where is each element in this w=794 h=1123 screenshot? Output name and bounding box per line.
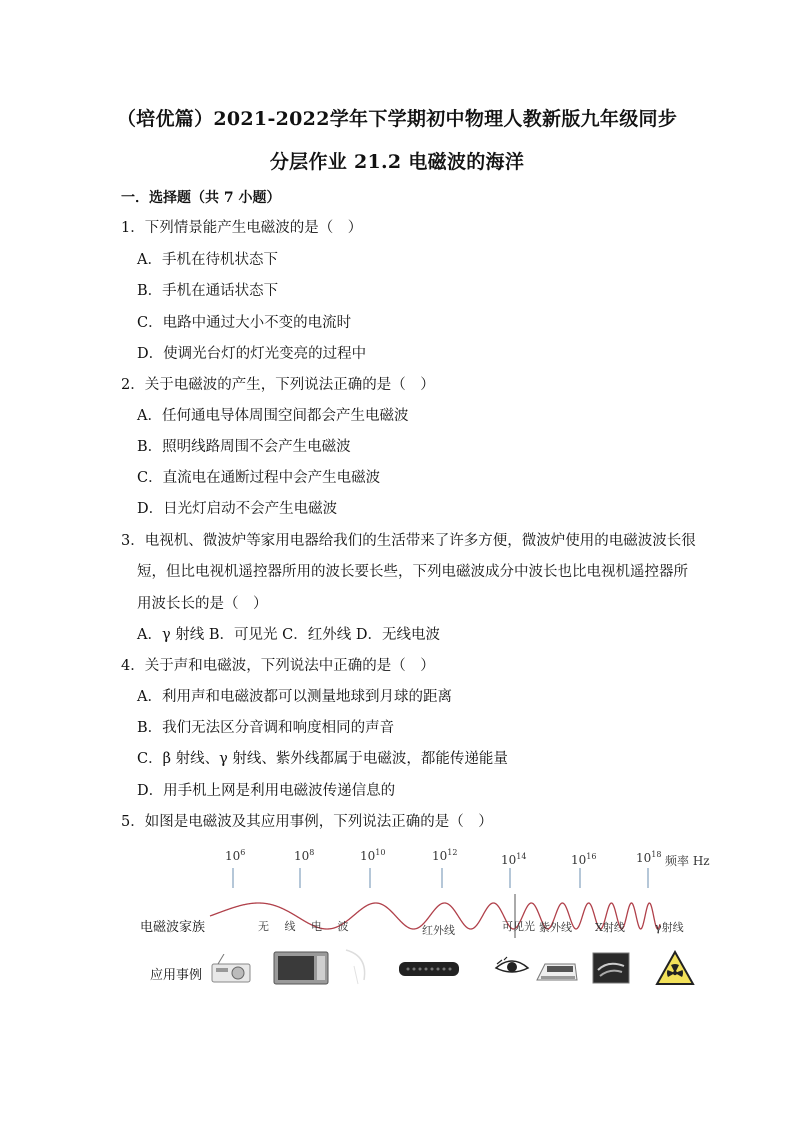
radio-icon [210,954,252,984]
band-gamma-ray: γ射线 [655,921,684,934]
eye-icon [494,956,530,978]
question-4-stem: 4．关于声和电磁波，下列说法中正确的是（ ） [121,658,435,674]
band-x-ray: X射线 [595,921,625,934]
xray-film-icon [592,952,630,984]
microwave-icon [273,951,329,985]
frequency-label-1e14: $10^{14}$ [501,852,527,867]
question-1-stem: 1．下列情景能产生电磁波的是（ ） [121,220,363,236]
question-4-option-c: C．β 射线、γ 射线、紫外线都属于电磁波，都能传递能量 [137,751,508,767]
remote-control-icon [398,960,460,978]
question-1-option-d: D．使调光台灯的灯光变亮的过程中 [137,346,367,362]
band-infrared: 红外线 [422,924,455,937]
question-4-option-b: B．我们无法区分音调和响度相同的声音 [137,720,395,736]
radar-dish-icon [340,946,374,986]
frequency-unit-label: 频率 Hz [665,854,710,868]
question-3-stem-line-1: 3．电视机、微波炉等家用电器给我们的生活带来了许多方便，微波炉使用的电磁波波长很 [121,533,696,549]
frequency-label-1e12: $10^{12}$ [432,848,458,863]
document-title-line-2: 分层作业 21.2 电磁波的海洋 [269,151,525,173]
section-heading: 一．选择题（共 7 小题） [121,190,281,206]
question-2-option-b: B．照明线路周围不会产生电磁波 [137,439,351,455]
frequency-label-1e16: $10^{16}$ [571,852,597,867]
band-ultraviolet: 紫外线 [539,921,572,934]
frequency-label-1e6: $10^6$ [225,848,246,863]
question-2-option-a: A．任何通电导体周围空间都会产生电磁波 [137,408,409,424]
question-4-option-d: D．用手机上网是利用电磁波传递信息的 [137,783,396,799]
band-radio-waves: 无 线 电 波 [258,920,355,933]
question-1-option-b: B．手机在通话状态下 [137,283,279,299]
question-2-stem: 2．关于电磁波的产生，下列说法正确的是（ ） [121,377,435,393]
question-3-stem-line-2: 短，但比电视机遥控器所用的波长要长些，下列电磁波成分中波长也比电视机遥控器所 [137,564,688,580]
band-visible-light: 可见光 [502,920,535,933]
document-title-line-1: （培优篇）2021-2022学年下学期初中物理人教新版九年级同步 [116,108,678,130]
em-family-label: 电磁波家族 [140,920,206,935]
question-2-option-c: C．直流电在通断过程中会产生电磁波 [137,470,381,486]
frequency-label-1e10: $10^{10}$ [360,848,386,863]
applications-label: 应用事例 [150,968,203,983]
frequency-label-1e18: $10^{18}$ [636,850,662,865]
em-spectrum-figure [130,838,710,998]
question-1-option-a: A．手机在待机状态下 [137,252,278,268]
frequency-label-1e8: $10^8$ [294,848,315,863]
question-3-stem-line-3: 用波长长的是（ ） [137,596,268,612]
question-5-stem: 5．如图是电磁波及其应用事例，下列说法正确的是（ ） [121,814,493,830]
question-3-options: A．γ 射线 B．可见光 C．红外线 D．无线电波 [137,627,440,643]
question-4-option-a: A．利用声和电磁波都可以测量地球到月球的距离 [137,689,452,705]
radiation-warning-icon [655,950,695,986]
question-2-option-d: D．日光灯启动不会产生电磁波 [137,501,338,517]
uv-lamp-icon [535,956,579,984]
question-1-option-c: C．电路中通过大小不变的电流时 [137,315,352,331]
em-wave-graphic [130,866,710,956]
